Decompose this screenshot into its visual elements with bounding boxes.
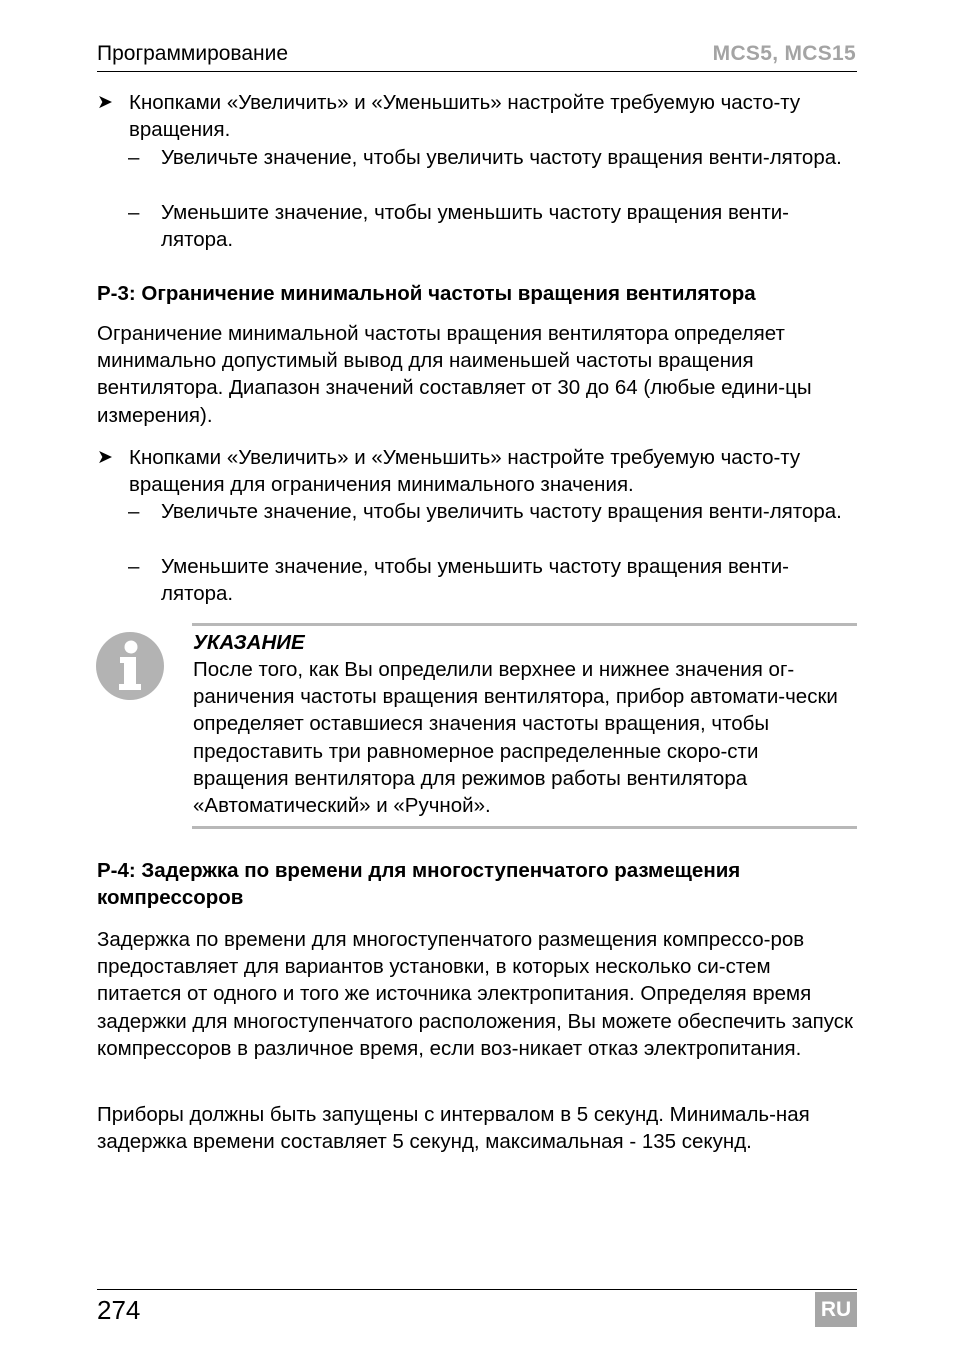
instruction-text: Кнопками «Увеличить» и «Уменьшить» настройте требуемую часто-ту вращения. xyxy=(129,91,801,142)
paragraph-p3: Ограничение минимальной частоты вращения вентилятора определяет минимально допустимый вывод для наименьшей частоты вращения вентилятора. Диапазон значений составляет от 30 до 64 (любые едини-цы измерения). xyxy=(97,322,812,427)
dash-marker: – xyxy=(128,555,140,578)
dash-marker: – xyxy=(128,146,140,169)
section-heading-p3: P-3: Ограничение минимальной частоты вращения вентилятора xyxy=(97,282,756,305)
list-item-text: Увеличьте значение, чтобы увеличить частоту вращения венти-лятора. xyxy=(161,500,842,523)
paragraph-p4-2: Приборы должны быть запущены с интервалом в 5 секунд. Минималь-ная задержка времени составляет 5 секунд, максимальная - 135 секунд. xyxy=(97,1103,810,1154)
dash-list-item xyxy=(128,553,857,609)
dash-list-item xyxy=(128,498,857,554)
dash-list-item xyxy=(128,144,857,200)
instruction-text: Кнопками «Увеличить» и «Уменьшить» настройте требуемую часто-ту вращения для ограничения минимального значения. xyxy=(129,446,801,497)
instruction-bullet xyxy=(97,89,857,145)
header-divider xyxy=(97,71,857,72)
dash-list-item xyxy=(128,199,857,255)
list-item-text: Уменьшите значение, чтобы уменьшить частоту вращения венти-лятора. xyxy=(161,201,790,252)
note-bottom-rule xyxy=(192,826,857,829)
language-badge: RU xyxy=(815,1292,857,1327)
footer-divider xyxy=(97,1289,857,1290)
note-title: УКАЗАНИЕ xyxy=(193,631,305,654)
list-item-text: Уменьшите значение, чтобы уменьшить частоту вращения венти-лятора. xyxy=(161,555,790,606)
page-number: 274 xyxy=(97,1295,141,1325)
info-icon xyxy=(96,632,164,700)
dash-marker: – xyxy=(128,500,140,523)
dash-marker: – xyxy=(128,201,140,224)
note-text: После того, как Вы определили верхнее и нижнее значения ог-раничения частоты вращения вентилятора, прибор автомати-чески определяет оставшиеся значения частоты вращения, чтобы предоставить три равномерное распределенные скоро-сти вращения вентилятора для режимов работы вентилятора «Автоматический» и «Ручной». xyxy=(193,658,838,818)
header-section-title: Программирование xyxy=(97,42,289,65)
paragraph-p4-1: Задержка по времени для многоступенчатого размещения компрессо-ров предоставляет для вариантов установки, в которых несколько си-стем питается от одного и того же источника электропитания. Определяя время задержки для многоступенчатого расположения, Вы можете обеспечить запуск компрессоров в различное время, если воз-никает отказ электропитания. xyxy=(97,928,853,1060)
arrow-bullet-icon: ➤ xyxy=(97,92,113,113)
instruction-bullet xyxy=(97,444,857,500)
section-heading-p4: P-4: Задержка по времени для многоступенчатого размещения компрессоров xyxy=(97,859,741,909)
list-item-text: Увеличьте значение, чтобы увеличить частоту вращения венти-лятора. xyxy=(161,146,842,169)
header-model-name: MCS5, MCS15 xyxy=(712,42,856,65)
arrow-bullet-icon: ➤ xyxy=(97,447,113,468)
note-top-rule xyxy=(192,623,857,626)
